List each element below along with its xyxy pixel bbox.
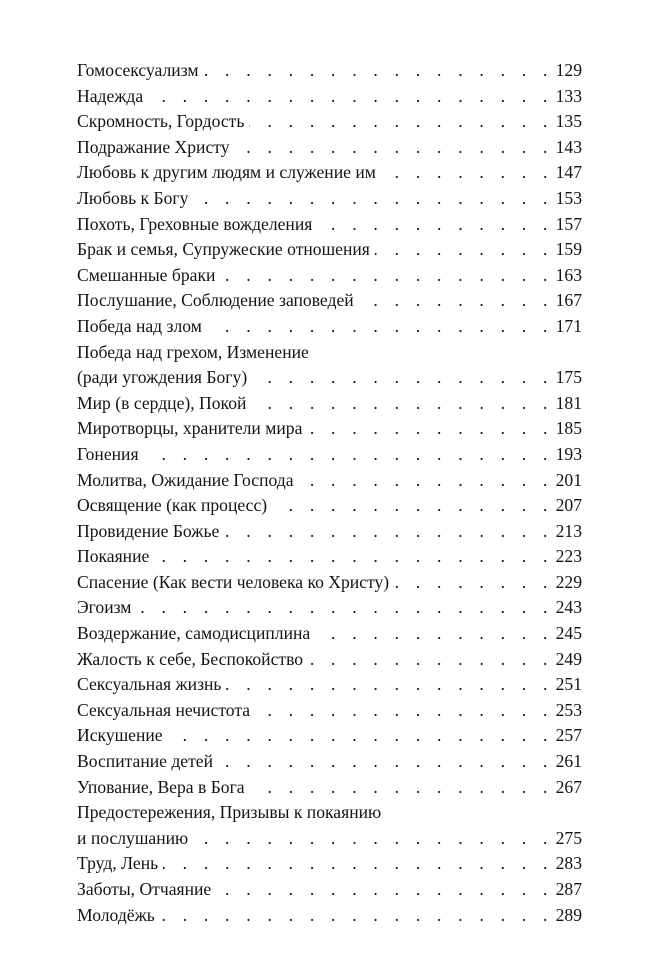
toc-entry-page-number: 163: [555, 264, 582, 285]
toc-entry-title: Упование, Вера в Бога: [77, 776, 245, 797]
toc-entry-page-number: 181: [555, 392, 582, 413]
toc-entry: [77, 314, 582, 340]
toc-entry: [77, 544, 582, 570]
toc-entry: [77, 58, 582, 84]
toc-entry-title: Молодёжь: [77, 904, 155, 925]
toc-entry-page-number: 275: [555, 827, 582, 848]
dot-leader: [381, 160, 554, 186]
toc-entry-title: Покаяние: [77, 546, 150, 567]
table-of-contents: [77, 58, 582, 928]
toc-entry: [77, 212, 582, 238]
dot-leader: [252, 365, 553, 391]
toc-entry-title: Провидение Божье: [77, 520, 220, 541]
toc-entry: [77, 416, 582, 442]
toc-entry-page-number: 157: [555, 213, 582, 234]
toc-entry-page-number: 261: [555, 751, 582, 772]
toc-entry-title: Воспитание детей: [77, 751, 214, 772]
dot-leader: [250, 775, 554, 801]
toc-entry: [77, 647, 582, 673]
toc-entry-title: Искушение: [77, 725, 163, 746]
toc-entry: [77, 468, 582, 494]
toc-entry-page-number: 287: [555, 879, 582, 899]
toc-entry-page-number: 249: [555, 648, 582, 669]
toc-entry-title: Заботы, Отчаяние: [77, 879, 212, 899]
toc-entry: [77, 698, 582, 724]
dot-leader: [272, 493, 553, 519]
toc-entry-title: Гомосексуализм: [77, 60, 199, 80]
toc-entry-page-number: 251: [555, 674, 582, 695]
toc-entry-title-line: Победа над грехом, Изменение: [77, 341, 309, 362]
toc-entry-title: Жалость к себе, Беспокойство: [77, 648, 304, 669]
toc-entry-page-number: 129: [555, 60, 582, 80]
toc-entry: [77, 826, 582, 852]
toc-entry: [77, 109, 582, 135]
toc-entry: [77, 595, 582, 621]
dot-leader: [317, 212, 553, 238]
toc-entry: [77, 84, 582, 110]
dot-leader: [163, 851, 553, 877]
dot-leader: [375, 237, 554, 263]
toc-entry-title: Скромность, Гордость: [77, 111, 245, 132]
dot-leader: [255, 698, 554, 724]
toc-entry: [77, 186, 582, 212]
dot-leader: [160, 903, 554, 929]
toc-entry-page-number: 135: [555, 111, 582, 132]
toc-entry-title: Сексуальная жизнь: [77, 674, 222, 695]
toc-entry-page-number: 207: [555, 495, 582, 516]
dot-leader: [218, 749, 554, 775]
toc-entry: [77, 851, 582, 877]
dot-leader: [144, 442, 554, 468]
dot-leader: [216, 877, 553, 903]
toc-entry-title: Победа над злом: [77, 315, 202, 336]
toc-entry: [77, 493, 582, 519]
toc-entry-page-number: 185: [555, 418, 582, 439]
toc-entry-title: Любовь к другим людям и служение им: [77, 162, 376, 183]
toc-entry: [77, 135, 582, 161]
dot-leader: [359, 288, 554, 314]
dot-leader: [307, 416, 553, 442]
dot-leader: [299, 468, 554, 494]
toc-entry-title: Спасение (Как вести человека ко Христу): [77, 571, 390, 592]
toc-entry: [77, 237, 582, 263]
toc-entry-title: Миротворцы, хранители мира: [77, 418, 303, 439]
dot-leader: [220, 263, 553, 289]
toc-entry: [77, 877, 582, 903]
toc-entry-title: Воздержание, самодисциплина: [77, 623, 311, 644]
dot-leader: [154, 544, 553, 570]
dot-leader: [136, 595, 553, 621]
toc-entry-page-number: 257: [555, 725, 582, 746]
toc-entry-page-number: 201: [555, 469, 582, 490]
toc-entry: [77, 263, 582, 289]
dot-leader: [249, 109, 553, 135]
toc-entry-page-number: 213: [555, 520, 582, 541]
dot-leader: [315, 621, 553, 647]
toc-entry-page-number: 193: [555, 443, 582, 464]
toc-entry: [77, 775, 582, 801]
dot-leader: [168, 723, 554, 749]
dot-leader: [308, 647, 554, 673]
toc-entry: [77, 903, 582, 929]
dot-leader: [207, 314, 554, 340]
toc-entry: [77, 749, 582, 775]
dot-leader: [226, 672, 553, 698]
toc-entry-page-number: 223: [555, 546, 582, 567]
toc-entry-title: Освящение (как процесс): [77, 495, 268, 516]
toc-entry-page-number: 171: [555, 315, 582, 336]
dot-leader: [251, 391, 553, 417]
toc-entry-page-number: 175: [555, 367, 582, 388]
toc-entry-page-number: 147: [555, 162, 582, 183]
toc-entry-page-number: 267: [555, 776, 582, 797]
toc-entry-title-line: Предостережения, Призывы к покаянию: [77, 802, 382, 823]
toc-entry: [77, 621, 582, 647]
toc-entry-page-number: 245: [555, 623, 582, 644]
toc-entry-title: Мир (в сердце), Покой: [77, 392, 247, 413]
toc-entry: [77, 672, 582, 698]
toc-entry-title: Брак и семья, Супружеские отношения: [77, 239, 370, 260]
toc-entry-page-number: 159: [555, 239, 582, 260]
toc-entry-page-number: 133: [555, 85, 582, 106]
toc-entry-title: (ради угождения Богу): [77, 367, 248, 388]
toc-entry: [77, 365, 582, 391]
dot-leader: [148, 84, 553, 110]
toc-entry-title: Труд, Лень: [77, 853, 159, 874]
dot-leader: [224, 519, 553, 545]
toc-entry: [77, 442, 582, 468]
dot-leader: [193, 186, 553, 212]
toc-entry: [77, 160, 582, 186]
toc-entry-page-number: 229: [555, 571, 582, 592]
dot-leader: [193, 826, 553, 852]
toc-entry-title: Молитва, Ожидание Господа: [77, 469, 294, 490]
toc-entry-page-number: 289: [555, 904, 582, 925]
toc-entry-page-number: 283: [555, 853, 582, 874]
toc-entry-title: и послушанию: [77, 827, 189, 848]
toc-entry-page-number: 143: [555, 136, 582, 157]
toc-entry: [77, 288, 582, 314]
toc-entry: [77, 391, 582, 417]
toc-entry-title: Гонения: [77, 443, 139, 464]
toc-entry-page-number: 243: [555, 597, 582, 618]
toc-entry-title: Сексуальная нечистота: [77, 699, 251, 720]
toc-entry-title: Подражание Христу: [77, 136, 230, 157]
toc-entry-page-number: 167: [555, 290, 582, 311]
toc-entry-title: Смешанные браки: [77, 264, 216, 285]
toc-entry-title: Любовь к Богу: [77, 187, 189, 208]
toc-entry-title: Похоть, Греховные вожделения: [77, 213, 313, 234]
toc-entry-title: Послушание, Соблюдение заповедей: [77, 290, 354, 311]
dot-leader: [204, 58, 554, 84]
toc-entry-page-number: 253: [555, 699, 582, 720]
toc-entry-page-number: 153: [555, 187, 582, 208]
toc-entry-title: Эгоизм: [77, 597, 132, 618]
toc-entry: [77, 723, 582, 749]
dot-leader: [394, 570, 553, 596]
toc-entry: [77, 570, 582, 596]
toc-entry: [77, 519, 582, 545]
dot-leader: [235, 135, 554, 161]
toc-entry-title: Надежда: [77, 85, 144, 106]
